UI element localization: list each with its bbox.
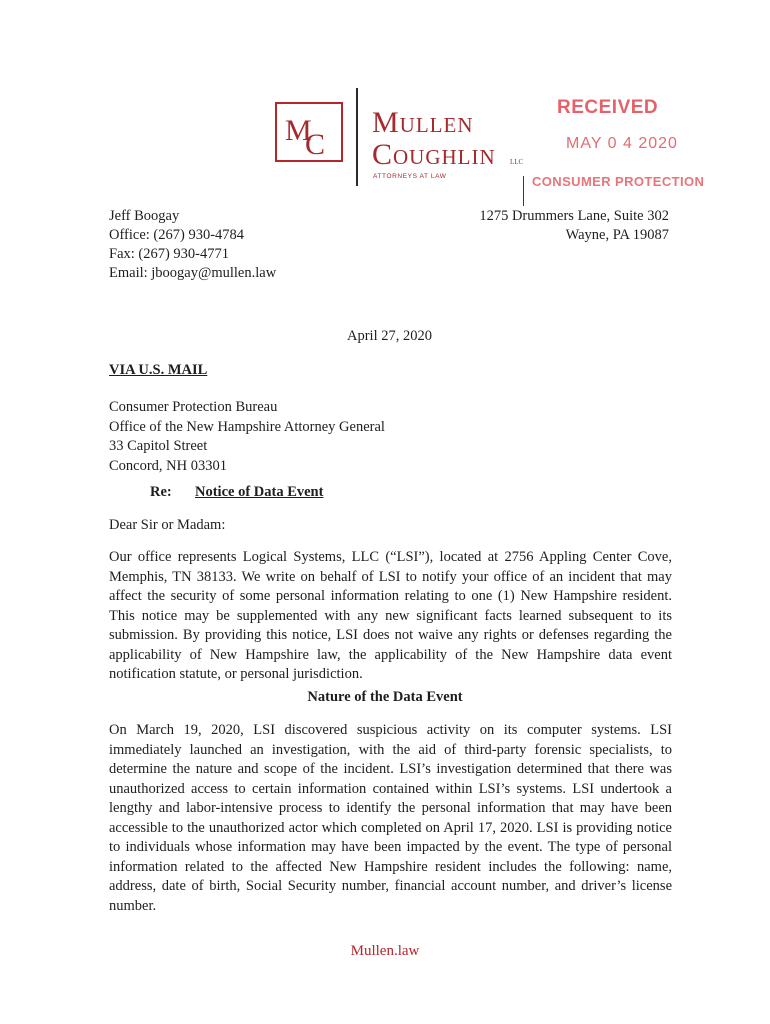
- firm-address-line1: 1275 Drummers Lane, Suite 302: [479, 208, 669, 224]
- svg-text:C: C: [305, 128, 326, 160]
- logo-divider: [356, 88, 358, 186]
- sender-office-phone: Office: (267) 930-4784: [109, 227, 245, 243]
- firm-tagline: ATTORNEYS AT LAW: [373, 173, 447, 180]
- body-paragraph: Our office represents Logical Systems, LLC (“LSI”), located at 2756 Appling Center Cove, Memphis, TN 38133. We write on behalf of LSI to notify your office of an incident that may affect the security of some personal information relating to one (1) New Hampshire resident. This notice may be supplemented with any new significant facts learned subsequent to its submission. By providing this notice, LSI does not waive any rights or defenses regarding the applicability of New Hampshire law, the applicability of the New Hampshire data event notification statute, or personal jurisdiction.: [109, 549, 672, 682]
- re-subject: Notice of Data Event: [195, 484, 324, 500]
- delivery-method: VIA U.S. MAIL: [109, 362, 208, 378]
- re-label: Re:: [150, 484, 172, 500]
- sender-fax: Fax: (267) 930-4771: [109, 246, 230, 262]
- recipient-line: Consumer Protection Bureau: [109, 399, 278, 415]
- firm-address: [479, 207, 669, 245]
- recipient-line: 33 Capitol Street: [109, 438, 208, 454]
- stamp-received: RECEIVED: [557, 97, 659, 118]
- firm-suffix: LLC: [510, 158, 524, 166]
- stamp-department: CONSUMER PROTECTION: [532, 174, 705, 189]
- firm-name-line2: Coughlin: [372, 138, 496, 171]
- svg-text:M: M: [285, 114, 312, 147]
- footer-website[interactable]: Mullen.law: [350, 943, 420, 959]
- recipient-line: Concord, NH 03301: [109, 457, 228, 474]
- section-heading: Nature of the Data Event: [307, 689, 463, 705]
- recipient-address: [109, 398, 385, 476]
- stamp-date: MAY 0 4 2020: [566, 135, 678, 152]
- body-paragraph: On March 19, 2020, LSI discovered suspicious activity on its computer systems. LSI immediately launched an investigation, with the aid of third-party forensic specialists, to determine the nature and scope of the incident. LSI’s investigation determined that there was unauthorized access to certain information contained within LSI’s systems. LSI undertook a lengthy and labor-intensive process to identify the personal information that may have been accessible to the unauthorized actor which completed on April 17, 2020. LSI is providing notice to individuals whose information may have been impacted by the event. The type of personal information related to the affected New Hampshire resident includes the following: name, address, date of birth, Social Security number, financial account number, and driver’s license number.: [109, 722, 672, 914]
- firm-address-line2: Wayne, PA 19087: [565, 227, 669, 243]
- firm-name-line1: Mullen: [372, 106, 474, 139]
- salutation: Dear Sir or Madam:: [109, 517, 226, 533]
- stamp-divider: [523, 176, 524, 206]
- sender-email: Email: jboogay@mullen.law: [109, 265, 277, 281]
- sender-name: Jeff Boogay: [109, 208, 180, 224]
- firm-logo: [275, 102, 343, 162]
- letter-date: April 27, 2020: [347, 328, 432, 344]
- sender-contact: [109, 207, 276, 283]
- recipient-line: Office of the New Hampshire Attorney General: [109, 418, 385, 435]
